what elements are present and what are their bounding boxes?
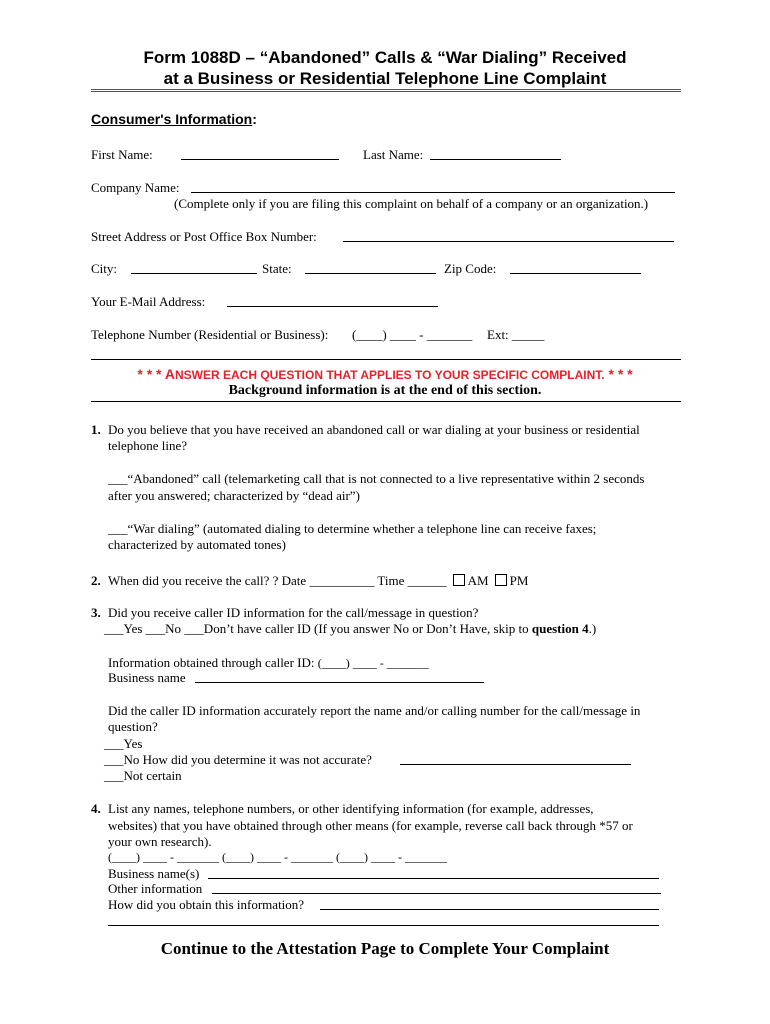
q4-text: List any names, telephone numbers, or other identifying information (for example, addresses,	[108, 801, 594, 816]
last-name-label: Last Name:	[363, 147, 424, 162]
q4-how-obtained-field[interactable]	[320, 897, 659, 910]
zip-field[interactable]	[510, 261, 641, 274]
form-title-line1: Form 1088D – “Abandoned” Calls & “War Dialing” Received	[143, 48, 627, 67]
q1-abandoned-option[interactable]: ___“Abandoned” call (telemarketing call that is not connected to a live representative within 2 seconds	[108, 471, 645, 486]
ext-field[interactable]: Ext: _____	[487, 327, 545, 342]
caller-id-info-label: Information obtained through caller ID: (____) ____ - _______	[108, 655, 429, 670]
street-address-label: Street Address or Post Office Box Number:	[91, 229, 317, 244]
q4-how-obtained-label: How did you obtain this information?	[108, 897, 305, 912]
first-name-label: First Name:	[91, 147, 153, 162]
phone-field[interactable]: (____) ____ - _______	[352, 327, 473, 342]
q1-war-dialing-option[interactable]: ___“War dialing” (automated dialing to determine whether a telephone line can receive faxes;	[108, 521, 597, 536]
city-label: City:	[91, 261, 118, 276]
q3-accuracy-text: question?	[108, 719, 158, 734]
q4-text: your own research).	[108, 834, 212, 849]
business-name-field[interactable]	[195, 670, 484, 683]
q1-abandoned-option-text: after you answered; characterized by “dead air”)	[108, 488, 360, 503]
form-title-line2: at a Business or Residential Telephone Line Complaint	[163, 69, 607, 88]
q3-text: Did you receive caller ID information for the call/message in question?	[108, 605, 479, 620]
divider	[91, 401, 681, 402]
pm-checkbox[interactable]	[495, 574, 507, 586]
state-field[interactable]	[305, 261, 436, 274]
email-field[interactable]	[227, 294, 438, 307]
first-name-field[interactable]	[181, 147, 339, 160]
question-number: 1.	[91, 422, 101, 437]
q3-accuracy-text: Did the caller ID information accurately report the name and/or calling number for the call/message in	[108, 703, 641, 718]
email-label: Your E-Mail Address:	[91, 294, 206, 309]
continue-notice: Continue to the Attestation Page to Complete Your Complaint	[160, 939, 610, 958]
question-number: 2.	[91, 573, 101, 588]
state-label: State:	[262, 261, 292, 276]
q4-text: websites) that you have obtained through other means (for example, reverse call back through *57 or	[108, 818, 633, 833]
q2-text: When did you receive the call? ? Date __________ Time ______ AM PM	[108, 573, 529, 588]
q4-business-names-field[interactable]	[208, 866, 659, 879]
q4-other-info-label: Other information	[108, 881, 203, 896]
caller-id-phone-field[interactable]: (____) ____ - _______	[317, 656, 429, 670]
consumer-section-heading: Consumer's Information:	[91, 111, 257, 127]
answer-notice: * * * ANSWER EACH QUESTION THAT APPLIES TO YOUR SPECIFIC COMPLAINT. * * *	[137, 366, 633, 382]
q1-war-dialing-option-text: characterized by automated tones)	[108, 537, 286, 552]
street-address-field[interactable]	[343, 229, 674, 242]
q1-text: Do you believe that you have received an abandoned call or war dialing at your business or residential	[108, 422, 640, 437]
q3-not-certain-option[interactable]: ___Not certain	[104, 768, 182, 783]
q3-no-option[interactable]: ___No How did you determine it was not accurate?	[104, 752, 372, 767]
question-number: 4.	[91, 801, 101, 816]
background-note: Background information is at the end of this section.	[228, 383, 542, 398]
q3-yes-option[interactable]: ___Yes	[104, 736, 143, 751]
am-label: AM	[467, 573, 489, 588]
phone-label: Telephone Number (Residential or Business):	[91, 327, 329, 342]
not-accurate-explanation-field[interactable]	[400, 752, 631, 765]
company-name-field[interactable]	[191, 180, 675, 193]
q4-phone-fields[interactable]: (____) ____ - _______ (____) ____ - _______ (____) ____ - _______	[108, 850, 447, 864]
question-number: 3.	[91, 605, 101, 620]
q4-extra-line-field[interactable]	[108, 913, 659, 926]
last-name-field[interactable]	[430, 147, 561, 160]
q3-answers[interactable]: ___Yes ___No ___Don’t have caller ID (If you answer No or Don’t Have, skip to question 4.)	[104, 621, 597, 636]
pm-label: PM	[509, 573, 529, 588]
company-name-label: Company Name:	[91, 180, 180, 195]
city-field[interactable]	[131, 261, 257, 274]
title-divider	[91, 89, 681, 92]
q4-other-info-field[interactable]	[212, 881, 661, 894]
company-note: (Complete only if you are filing this complaint on behalf of a company or an organization.)	[174, 196, 649, 211]
q4-business-names-label: Business name(s)	[108, 866, 200, 881]
zip-label: Zip Code:	[444, 261, 497, 276]
business-name-label: Business name	[108, 670, 186, 685]
divider	[91, 359, 681, 360]
am-checkbox[interactable]	[453, 574, 465, 586]
q1-text: telephone line?	[108, 438, 188, 453]
